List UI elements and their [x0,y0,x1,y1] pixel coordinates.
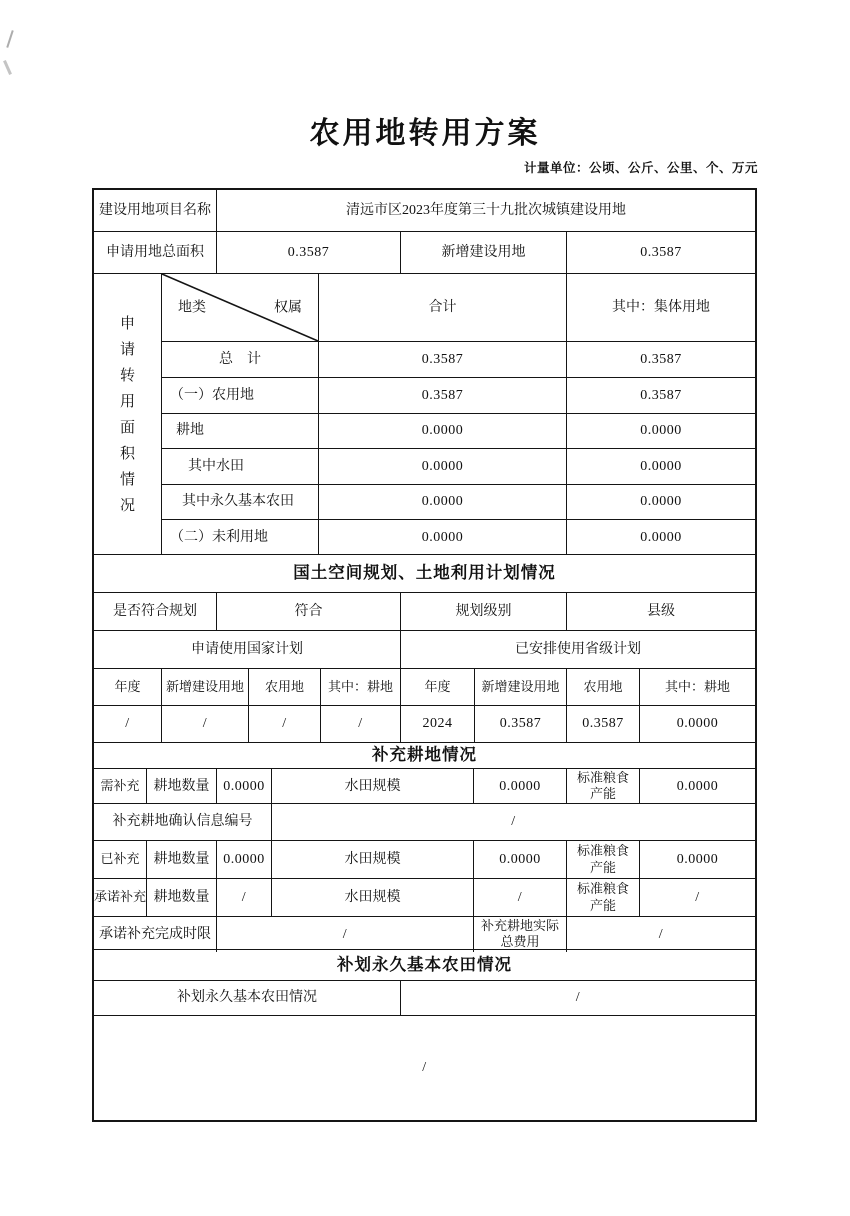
plan-value: / [162,706,249,742]
collective-value: 0.0000 [640,458,682,474]
collective-value: 0.0000 [640,494,682,510]
total-value: 0.3587 [319,342,567,377]
col-header-collective: 其中：集体用地 [612,299,710,315]
scan-artifact [6,30,13,48]
compliance-value: 符合 [217,593,401,630]
grain-capacity-value: / [695,889,700,905]
supplement-section-header: 补充耕地情况 [372,745,477,765]
national-plan-label: 申请使用国家计划 [94,631,401,668]
main-table [92,188,757,1122]
scan-artifact [3,60,12,75]
confirm-number-value: / [511,814,516,830]
total-value: 0.0000 [319,485,567,519]
diagonal-label-ownership: 权属 [274,299,302,315]
supplement-promise-row [94,879,755,917]
quantity-value: / [217,879,272,916]
grain-capacity-label: 标准粮食产能 [567,769,640,804]
grain-capacity-label: 标准粮食产能 [567,879,640,916]
plan-level-label: 规划级别 [401,593,567,630]
provincial-plan-label: 已安排使用省级计划 [515,641,641,657]
transfer-area-block [94,274,755,555]
plan-value: 0.0000 [676,716,719,732]
farmland-status-label: 补划永久基本农田情况 [94,981,401,1015]
plan-type-row [94,631,755,669]
transfer-header-row [162,274,755,342]
total-area-value: 0.3587 [217,232,401,273]
transfer-subtable [162,274,755,555]
collective-value: 0.0000 [640,529,682,545]
plan-value: / [94,706,162,742]
plan-value: / [249,706,321,742]
total-value: 0.3587 [319,378,567,413]
transfer-row-agricultural [162,378,755,414]
row-label: （二）未利用地 [162,520,319,555]
deadline-value: / [217,917,474,952]
col-cultivated: 其中：耕地 [664,678,730,694]
planning-compliance-row [94,593,755,631]
col-new-construction: 新增建设用地 [162,669,249,705]
col-agricultural: 农用地 [249,669,321,705]
deadline-label: 承诺补充完成时限 [94,917,217,952]
transfer-row-cultivated [162,414,755,449]
row-label: 其中永久基本农田 [162,485,319,519]
unit-note: 计量单位：公顷、公斤、公里、个、万元 [523,161,758,175]
col-header-total: 合计 [319,274,567,341]
row-label: 其中水田 [162,449,319,484]
col-year: 年度 [401,669,475,705]
row-total-area [94,232,755,274]
col-agricultural: 农用地 [567,669,640,705]
quantity-label: 耕地数量 [147,769,217,804]
total-value: 0.0000 [319,449,567,484]
new-construction-value: 0.3587 [640,244,682,260]
plan-value: 0.3587 [567,706,640,742]
supplement-deadline-row [94,917,755,950]
supplement-confirm-row [94,804,755,841]
actual-cost-value: / [658,926,664,942]
category-label: 需补充 [94,769,147,804]
diagonal-label-landtype: 地类 [178,299,206,315]
total-area-label: 申请用地总面积 [94,232,217,273]
category-label: 承诺补充 [94,879,147,916]
page-title: 农用地转用方案 [309,117,541,150]
bottom-note-value: / [422,1060,427,1076]
plan-level-value: 县级 [647,603,675,619]
paddy-value: / [474,879,567,916]
project-name-label: 建设用地项目名称 [94,190,217,231]
quantity-label: 耕地数量 [147,879,217,916]
farmland-status-row [94,981,755,1016]
total-value: 0.0000 [319,520,567,555]
bottom-note-row [94,1016,755,1120]
transfer-row-paddy [162,449,755,485]
new-construction-label: 新增建设用地 [401,232,567,273]
paddy-value: 0.0000 [474,841,567,878]
transfer-row-grand-total [162,342,755,378]
quantity-value: 0.0000 [217,769,272,804]
collective-value: 0.3587 [640,387,682,403]
plan-value: / [321,706,401,742]
plan-value: 2024 [401,706,475,742]
transfer-row-unused [162,520,755,555]
collective-value: 0.0000 [640,423,682,439]
paddy-label: 水田规模 [272,841,474,878]
supplement-done-row [94,841,755,879]
paddy-label: 水田规模 [272,769,474,804]
row-label: 总 计 [162,342,319,377]
row-project-name [94,190,755,232]
collective-value: 0.3587 [640,351,682,367]
total-value: 0.0000 [319,414,567,448]
plan-values-row [94,706,755,743]
plan-column-header-row [94,669,755,706]
planning-section-header-row [94,555,755,593]
transfer-row-permanent-farmland [162,485,755,520]
project-name-value: 清远市区2023年度第三十九批次城镇建设用地 [346,202,626,218]
plan-value: 0.3587 [475,706,567,742]
transfer-side-label: 申请转用面积情况 [94,274,162,555]
supplement-need-row [94,769,755,804]
planning-section-header: 国土空间规划、土地利用计划情况 [293,563,556,583]
col-cultivated: 其中：耕地 [321,669,401,705]
farmland-section-header: 补划永久基本农田情况 [337,954,512,974]
quantity-value: 0.0000 [217,841,272,878]
row-label: （一）农用地 [162,378,319,413]
farmland-section-header-row [94,950,755,981]
diagonal-header-cell [162,274,319,341]
grain-capacity-label: 标准粮食产能 [567,841,640,878]
paddy-value: 0.0000 [474,769,567,804]
col-year: 年度 [94,669,162,705]
grain-capacity-value: 0.0000 [676,778,719,794]
compliance-label: 是否符合规划 [94,593,217,630]
supplement-section-header-row [94,743,755,769]
quantity-label: 耕地数量 [147,841,217,878]
confirm-number-label: 补充耕地确认信息编号 [94,804,272,840]
paddy-label: 水田规模 [272,879,474,916]
col-new-construction: 新增建设用地 [475,669,567,705]
farmland-status-value: / [575,990,581,1006]
category-label: 已补充 [94,841,147,878]
actual-cost-label: 补充耕地实际总费用 [474,917,567,952]
grain-capacity-value: 0.0000 [676,851,719,867]
row-label: 耕地 [162,414,319,448]
